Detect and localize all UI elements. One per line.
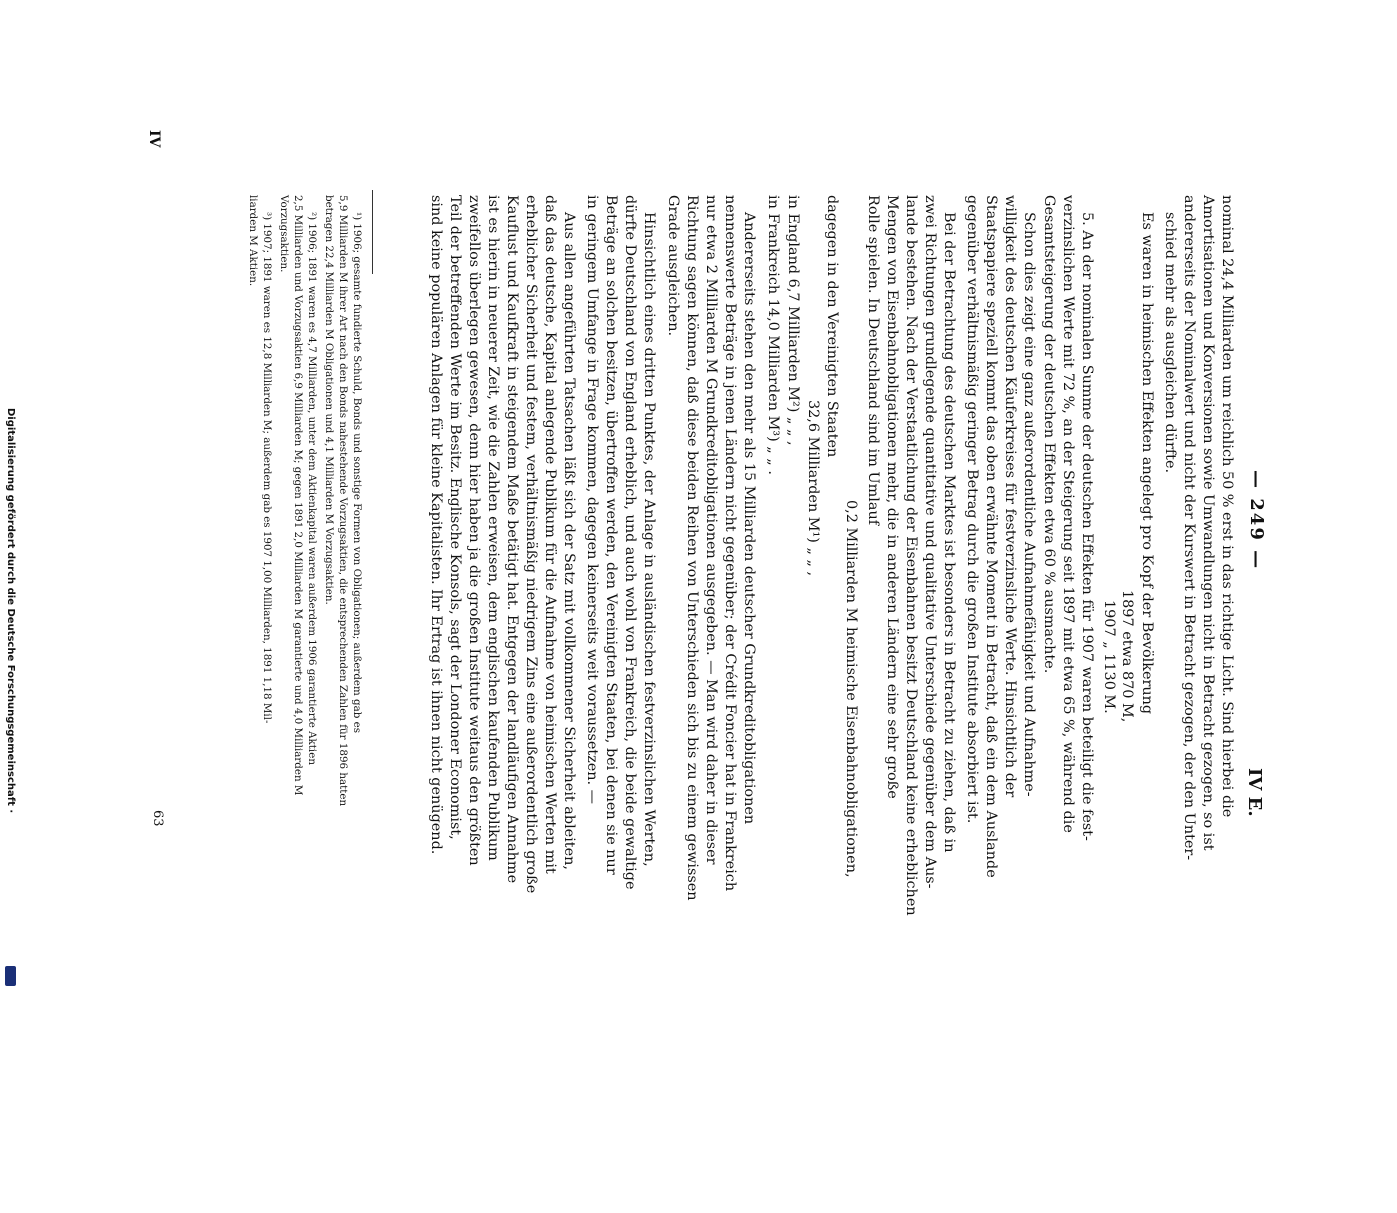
body-line: erheblicher Sicherheit und festem, verhältnismäßig niedrigem Zins eine außerordentlich große [523, 195, 539, 894]
body-line: nominal 24,4 Milliarden um reichlich 50 % erst in das richtige Licht. Sind hierbei die [1219, 195, 1235, 818]
body-line: Mengen von Eisenbahnobligationen mehr, die in anderen Ländern eine sehr große [884, 195, 900, 799]
rotated-page [146, 0, 1267, 1000]
footnote-line: 5,9 Milliarden M ihrer Art nach den Bonds nahestehende Vorzugsaktien, die entsprechenden Zahlen für 1896 hatten [337, 195, 349, 807]
footnote-line: betragen 22,4 Milliarden M Obligationen und 4,1 Milliarden M Vorzugsaktien. [323, 195, 335, 605]
body-line: Teil der betreffenden Werte im Besitz. Englische Konsols, sagt der Londoner Economist, [447, 195, 463, 840]
body-line: daß das deutsche, Kapital anlegende Publikum für die Aufnahme von heimischen Werten mit [542, 195, 558, 874]
body-line: willigkeit des deutschen Käuferkreises für festverzinsliche Werte. Hinsichtlich der [1002, 195, 1018, 798]
body-line: Aus allen angeführten Tatsachen läßt sich der Satz mit vollkommener Sicherheit ableiten, [561, 212, 577, 870]
section-marker: IV E. [1244, 768, 1265, 817]
body-line: in England 6,7 Milliarden M²) „ „ , [785, 195, 801, 446]
body-line: zwei Richtungen grundlegende quantitative und qualitative Unterschiede gegenüber dem Aus- [922, 195, 938, 889]
body-line: gegenüber verhältnismäßig geringer Betrag durch die großen Institute absorbiert ist. [964, 195, 980, 824]
body-line: nur etwa 2 Milliarden M Grundkreditobligationen ausgegeben. — Man wird daher in dieser [703, 195, 719, 865]
body-line: Hinsichtlich eines dritten Punktes, der Anlage in ausländischen festverzinslichen Werten, [641, 212, 657, 867]
body-line: 1897 etwa 870 M, [1119, 590, 1135, 723]
body-line: zweifellos überlegen gewesen, denn hier haben ja die großen Institute weitaus den größten [466, 195, 482, 866]
body-line: dürfte Deutschland von England erheblich, und auch wohl von Frankreich, die beide gewaltige [622, 195, 638, 890]
body-line: Richtung sagen können, daß diese beiden Reihen von Unterschieden sich bis zu einem gewissen [684, 195, 700, 901]
body-line: 5. An der nominalen Summe der deutschen Effekten für 1907 waren beteiligt die fest- [1079, 212, 1095, 841]
body-line: Es waren in heimischen Effekten angelegt pro Kopf der Bevölkerung [1139, 212, 1155, 715]
body-line: nennenswerte Beträge in jenen Ländern nicht gegenüber; der Crédit Foncier hat in Frankreich [722, 195, 738, 892]
dfg-logo-icon [5, 966, 16, 986]
footer-signature-right: 63 [150, 810, 165, 827]
body-line: Staatspapiere speziell kommt das oben erwähnte Moment in Betracht, daß ein dem Auslande [983, 195, 999, 878]
footnote-line: 2,5 Milliarden und Vorzugsaktien 6,9 Milliarden M; gegen 1891 2,0 Milliarden M garantierte und 4,0 Milliarden M [292, 195, 304, 796]
footnote-line: ¹) 1906; gesamte fundierte Schuld, Bonds und sonstige Formen von Obligationen; außerdem gab es [351, 212, 363, 734]
body-line: 1907 „ 1130 M. [1101, 600, 1117, 714]
body-line: dagegen in den Vereinigten Staaten [824, 195, 840, 458]
footer-signature-left: IV [146, 130, 162, 148]
funding-note: Digitalisierung gefördert durch die Deutsche Forschungsgemeinschaft · [5, 408, 16, 814]
body-line: in Frankreich 14,0 Milliarden M³) „ „ . [765, 195, 781, 475]
body-line: schied mehr als ausgleichen dürfte. [1162, 212, 1178, 474]
body-line: Schon dies zeigt eine ganz außerordentliche Aufnahmefähigkeit und Aufnahme- [1021, 212, 1037, 797]
body-line: Kauflust und Kaufkraft in steigendem Maße betätigt hat. Entgegen der landläufigen Annahme [504, 195, 520, 884]
footnote-line: Vorzugsaktien. [278, 195, 290, 273]
page-number: — 249 — [1246, 470, 1267, 571]
body-line: Bei der Betrachtung des deutschen Marktes ist besonders in Betracht zu ziehen, daß in [941, 212, 957, 853]
body-line: Grade ausgleichen. [665, 195, 681, 337]
body-line: sind keine populären Anlagen für kleine Kapitalisten. Ihr Ertrag ist ihnen nicht genügend. [428, 195, 444, 855]
digitization-sidebar [0, 0, 20, 1000]
body-line: Amortisationen und Konversionen sowie Umwandlungen nicht in Betracht gezogen, so ist [1200, 195, 1216, 851]
footnote-rule [372, 190, 373, 274]
body-line: Rolle spielen. In Deutschland sind im Umlauf [865, 195, 881, 526]
footnote-line: liarden M Aktien. [247, 195, 259, 287]
body-line: ist es hierin in neuerer Zeit, wie die Zahlen erweisen, dem englischen kaufenden Publikum [485, 195, 501, 861]
body-line: Gesamtsteigerung der deutschen Effekten etwa 60 % ausmachte. [1041, 195, 1057, 674]
body-line: lande bestehen. Nach der Verstaatlichung der Eisenbahnen besitzt Deutschland keine erheblichen [903, 195, 919, 916]
body-line: 32,6 Milliarden M¹) „ „ , [805, 400, 821, 577]
body-line: in geringem Umfange in Frage kommen, dagegen keinerseits weit voraussetzen. — [584, 195, 600, 805]
body-line: verzinslichen Werte mit 72 %, an der Steigerung seit 1897 mit etwa 65 %, während die [1060, 195, 1076, 833]
footnote-line: ²) 1906; 1891 waren es 4,7 Milliarden, unter dem Aktienkapital waren außerdem 1906 garantierte Aktien [306, 212, 318, 765]
body-line: andererseits der Nominalwert und nicht der Kurswert in Betracht gezogen, der den Unter- [1181, 195, 1197, 861]
body-line: Andererseits stehen den mehr als 15 Milliarden deutscher Grundkreditobligationen [741, 212, 757, 825]
body-line: Beträge an solchen besitzen, übertroffen werden, den Vereinigten Staaten, bei denen sie nur [603, 195, 619, 875]
footnote-line: ³) 1907; 1891 waren es 12,8 Milliarden M; außerdem gab es 1907 1,00 Milliarden, 1891 1,18 Mil- [261, 212, 273, 724]
body-line: 0,2 Milliarden M heimische Eisenbahnobligationen, [843, 500, 859, 878]
